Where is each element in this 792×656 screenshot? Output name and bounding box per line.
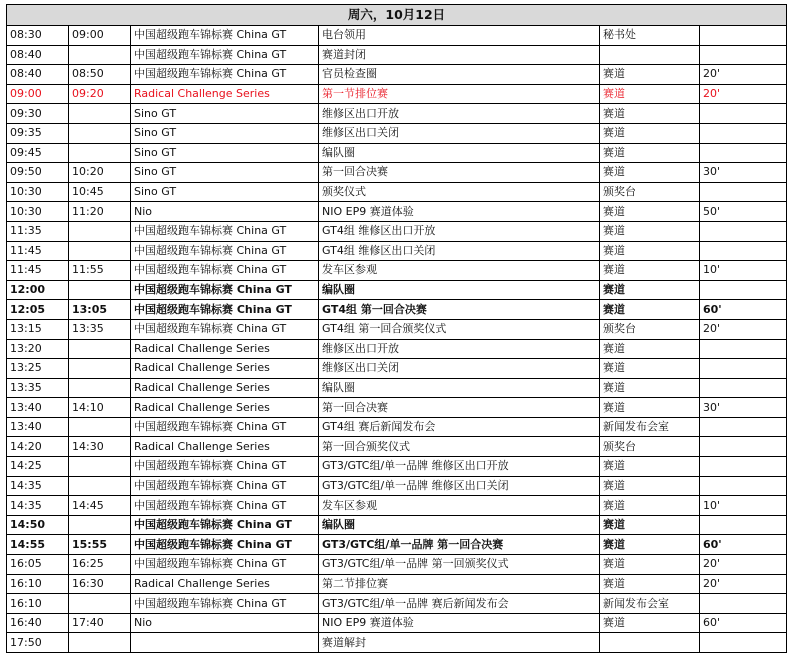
start-time-cell: 16:10 xyxy=(7,594,69,614)
schedule-row xyxy=(7,241,787,261)
event-cell: 赛道封闭 xyxy=(319,45,600,65)
duration-cell xyxy=(700,378,787,398)
duration-cell xyxy=(700,241,787,261)
end-time-cell: 11:20 xyxy=(69,202,131,222)
duration-cell xyxy=(700,182,787,202)
schedule-row xyxy=(7,515,787,535)
series-cell: Radical Challenge Series xyxy=(131,339,319,359)
start-time-cell: 13:40 xyxy=(7,398,69,418)
series-cell: Radical Challenge Series xyxy=(131,359,319,379)
series-cell: Radical Challenge Series xyxy=(131,84,319,104)
series-cell: 中国超级跑车锦标赛 China GT xyxy=(131,515,319,535)
end-time-cell xyxy=(69,633,131,653)
end-time-cell: 13:05 xyxy=(69,300,131,320)
schedule-row xyxy=(7,221,787,241)
event-cell: 发车区参观 xyxy=(319,496,600,516)
duration-cell: 60' xyxy=(700,300,787,320)
event-cell: GT3/GTC组/单一品牌 第一回合决赛 xyxy=(319,535,600,555)
series-cell xyxy=(131,633,319,653)
duration-cell xyxy=(700,45,787,65)
series-cell: Sino GT xyxy=(131,163,319,183)
end-time-cell xyxy=(69,476,131,496)
start-time-cell: 14:50 xyxy=(7,515,69,535)
schedule-row xyxy=(7,437,787,457)
end-time-cell: 11:55 xyxy=(69,261,131,281)
start-time-cell: 10:30 xyxy=(7,202,69,222)
duration-cell: 20' xyxy=(700,65,787,85)
start-time-cell: 09:00 xyxy=(7,84,69,104)
start-time-cell: 13:40 xyxy=(7,417,69,437)
start-time-cell: 08:30 xyxy=(7,26,69,46)
start-time-cell: 09:45 xyxy=(7,143,69,163)
event-cell: GT4组 第一回合决赛 xyxy=(319,300,600,320)
location-cell: 赛道 xyxy=(600,398,700,418)
event-cell: GT4组 维修区出口开放 xyxy=(319,221,600,241)
duration-cell xyxy=(700,359,787,379)
end-time-cell xyxy=(69,417,131,437)
start-time-cell: 11:35 xyxy=(7,221,69,241)
location-cell: 颁奖台 xyxy=(600,182,700,202)
start-time-cell: 09:50 xyxy=(7,163,69,183)
series-cell: 中国超级跑车锦标赛 China GT xyxy=(131,555,319,575)
end-time-cell: 09:20 xyxy=(69,84,131,104)
duration-cell xyxy=(700,221,787,241)
event-cell: GT4组 赛后新闻发布会 xyxy=(319,417,600,437)
location-cell: 赛道 xyxy=(600,261,700,281)
event-cell: GT3/GTC组/单一品牌 赛后新闻发布会 xyxy=(319,594,600,614)
end-time-cell: 14:10 xyxy=(69,398,131,418)
event-cell: 赛道解封 xyxy=(319,633,600,653)
duration-cell: 20' xyxy=(700,319,787,339)
series-cell: 中国超级跑车锦标赛 China GT xyxy=(131,261,319,281)
start-time-cell: 12:05 xyxy=(7,300,69,320)
schedule-row xyxy=(7,633,787,653)
duration-cell xyxy=(700,104,787,124)
duration-cell xyxy=(700,633,787,653)
location-cell: 秘书处 xyxy=(600,26,700,46)
event-cell: 第一节排位赛 xyxy=(319,84,600,104)
series-cell: 中国超级跑车锦标赛 China GT xyxy=(131,476,319,496)
schedule-row xyxy=(7,45,787,65)
location-cell: 赛道 xyxy=(600,496,700,516)
duration-cell xyxy=(700,594,787,614)
duration-cell xyxy=(700,26,787,46)
series-cell: Radical Challenge Series xyxy=(131,574,319,594)
start-time-cell: 13:25 xyxy=(7,359,69,379)
series-cell: 中国超级跑车锦标赛 China GT xyxy=(131,65,319,85)
end-time-cell xyxy=(69,378,131,398)
duration-cell xyxy=(700,457,787,477)
series-cell: Radical Challenge Series xyxy=(131,437,319,457)
series-cell: 中国超级跑车锦标赛 China GT xyxy=(131,496,319,516)
event-cell: 第一回合颁奖仪式 xyxy=(319,437,600,457)
series-cell: 中国超级跑车锦标赛 China GT xyxy=(131,594,319,614)
series-cell: Sino GT xyxy=(131,104,319,124)
event-cell: 维修区出口开放 xyxy=(319,339,600,359)
duration-cell: 30' xyxy=(700,163,787,183)
event-cell: 维修区出口开放 xyxy=(319,104,600,124)
location-cell: 赛道 xyxy=(600,515,700,535)
end-time-cell: 14:30 xyxy=(69,437,131,457)
duration-cell xyxy=(700,417,787,437)
location-cell: 颁奖台 xyxy=(600,319,700,339)
location-cell: 颁奖台 xyxy=(600,437,700,457)
schedule-row xyxy=(7,104,787,124)
start-time-cell: 16:40 xyxy=(7,613,69,633)
location-cell: 赛道 xyxy=(600,241,700,261)
duration-cell: 20' xyxy=(700,555,787,575)
schedule-row xyxy=(7,319,787,339)
end-time-cell xyxy=(69,515,131,535)
duration-cell: 10' xyxy=(700,261,787,281)
start-time-cell: 14:20 xyxy=(7,437,69,457)
schedule-row xyxy=(7,594,787,614)
end-time-cell: 16:30 xyxy=(69,574,131,594)
event-cell: 发车区参观 xyxy=(319,261,600,281)
event-cell: 维修区出口关闭 xyxy=(319,123,600,143)
start-time-cell: 11:45 xyxy=(7,241,69,261)
location-cell xyxy=(600,633,700,653)
schedule-rows xyxy=(7,26,787,653)
location-cell: 赛道 xyxy=(600,221,700,241)
schedule-row xyxy=(7,339,787,359)
end-time-cell: 16:25 xyxy=(69,555,131,575)
location-cell: 赛道 xyxy=(600,555,700,575)
schedule-row xyxy=(7,143,787,163)
series-cell: Sino GT xyxy=(131,143,319,163)
end-time-cell: 10:45 xyxy=(69,182,131,202)
schedule-table xyxy=(6,4,787,653)
series-cell: 中国超级跑车锦标赛 China GT xyxy=(131,45,319,65)
event-cell: GT3/GTC组/单一品牌 维修区出口关闭 xyxy=(319,476,600,496)
schedule-row xyxy=(7,574,787,594)
schedule-row xyxy=(7,378,787,398)
series-cell: 中国超级跑车锦标赛 China GT xyxy=(131,535,319,555)
location-cell: 赛道 xyxy=(600,84,700,104)
start-time-cell: 13:35 xyxy=(7,378,69,398)
end-time-cell xyxy=(69,280,131,300)
start-time-cell: 16:10 xyxy=(7,574,69,594)
start-time-cell: 11:45 xyxy=(7,261,69,281)
event-cell: 颁奖仪式 xyxy=(319,182,600,202)
location-cell: 赛道 xyxy=(600,300,700,320)
schedule-row xyxy=(7,65,787,85)
event-cell: NIO EP9 赛道体验 xyxy=(319,202,600,222)
duration-cell xyxy=(700,515,787,535)
start-time-cell: 17:50 xyxy=(7,633,69,653)
end-time-cell: 15:55 xyxy=(69,535,131,555)
duration-cell: 20' xyxy=(700,574,787,594)
location-cell: 赛道 xyxy=(600,359,700,379)
duration-cell: 60' xyxy=(700,613,787,633)
duration-cell: 30' xyxy=(700,398,787,418)
end-time-cell xyxy=(69,45,131,65)
location-cell: 赛道 xyxy=(600,143,700,163)
location-cell: 赛道 xyxy=(600,280,700,300)
duration-cell xyxy=(700,280,787,300)
schedule-row xyxy=(7,182,787,202)
series-cell: 中国超级跑车锦标赛 China GT xyxy=(131,300,319,320)
location-cell: 赛道 xyxy=(600,378,700,398)
duration-cell: 10' xyxy=(700,496,787,516)
event-cell: GT3/GTC组/单一品牌 维修区出口开放 xyxy=(319,457,600,477)
duration-cell xyxy=(700,437,787,457)
schedule-row xyxy=(7,300,787,320)
duration-cell: 50' xyxy=(700,202,787,222)
location-cell: 赛道 xyxy=(600,65,700,85)
event-cell: 编队圈 xyxy=(319,143,600,163)
series-cell: Sino GT xyxy=(131,123,319,143)
end-time-cell: 13:35 xyxy=(69,319,131,339)
schedule-row xyxy=(7,555,787,575)
schedule-row xyxy=(7,163,787,183)
start-time-cell: 14:25 xyxy=(7,457,69,477)
start-time-cell: 14:55 xyxy=(7,535,69,555)
location-cell xyxy=(600,45,700,65)
series-cell: Nio xyxy=(131,202,319,222)
end-time-cell: 17:40 xyxy=(69,613,131,633)
start-time-cell: 13:20 xyxy=(7,339,69,359)
series-cell: 中国超级跑车锦标赛 China GT xyxy=(131,417,319,437)
schedule-row xyxy=(7,84,787,104)
event-cell: GT4组 维修区出口关闭 xyxy=(319,241,600,261)
end-time-cell xyxy=(69,104,131,124)
duration-cell xyxy=(700,339,787,359)
start-time-cell: 09:35 xyxy=(7,123,69,143)
series-cell: 中国超级跑车锦标赛 China GT xyxy=(131,241,319,261)
event-cell: 第一回合决赛 xyxy=(319,163,600,183)
location-cell: 新闻发布会室 xyxy=(600,594,700,614)
start-time-cell: 12:00 xyxy=(7,280,69,300)
end-time-cell xyxy=(69,457,131,477)
location-cell: 赛道 xyxy=(600,476,700,496)
schedule-row xyxy=(7,535,787,555)
series-cell: 中国超级跑车锦标赛 China GT xyxy=(131,319,319,339)
start-time-cell: 09:30 xyxy=(7,104,69,124)
start-time-cell: 08:40 xyxy=(7,45,69,65)
series-cell: 中国超级跑车锦标赛 China GT xyxy=(131,457,319,477)
end-time-cell xyxy=(69,594,131,614)
end-time-cell: 09:00 xyxy=(69,26,131,46)
end-time-cell xyxy=(69,339,131,359)
duration-cell: 20' xyxy=(700,84,787,104)
schedule-sheet xyxy=(6,4,786,653)
schedule-row xyxy=(7,280,787,300)
end-time-cell xyxy=(69,123,131,143)
series-cell: Radical Challenge Series xyxy=(131,378,319,398)
schedule-row xyxy=(7,496,787,516)
location-cell: 赛道 xyxy=(600,339,700,359)
schedule-row xyxy=(7,359,787,379)
schedule-row xyxy=(7,261,787,281)
event-cell: GT3/GTC组/单一品牌 第一回颁奖仪式 xyxy=(319,555,600,575)
location-cell: 新闻发布会室 xyxy=(600,417,700,437)
event-cell: 维修区出口关闭 xyxy=(319,359,600,379)
location-cell: 赛道 xyxy=(600,163,700,183)
schedule-row xyxy=(7,123,787,143)
end-time-cell xyxy=(69,221,131,241)
schedule-row xyxy=(7,26,787,46)
event-cell: 第一回合决赛 xyxy=(319,398,600,418)
duration-cell: 60' xyxy=(700,535,787,555)
event-cell: 编队圈 xyxy=(319,378,600,398)
location-cell: 赛道 xyxy=(600,613,700,633)
event-cell: 电台领用 xyxy=(319,26,600,46)
start-time-cell: 14:35 xyxy=(7,476,69,496)
start-time-cell: 13:15 xyxy=(7,319,69,339)
start-time-cell: 10:30 xyxy=(7,182,69,202)
end-time-cell: 10:20 xyxy=(69,163,131,183)
event-cell: 第二节排位赛 xyxy=(319,574,600,594)
end-time-cell xyxy=(69,241,131,261)
series-cell: Nio xyxy=(131,613,319,633)
start-time-cell: 16:05 xyxy=(7,555,69,575)
event-cell: NIO EP9 赛道体验 xyxy=(319,613,600,633)
event-cell: 官员检查圈 xyxy=(319,65,600,85)
location-cell: 赛道 xyxy=(600,123,700,143)
series-cell: 中国超级跑车锦标赛 China GT xyxy=(131,26,319,46)
schedule-row xyxy=(7,613,787,633)
event-cell: 编队圈 xyxy=(319,280,600,300)
schedule-row xyxy=(7,476,787,496)
schedule-row xyxy=(7,398,787,418)
end-time-cell xyxy=(69,359,131,379)
event-cell: GT4组 第一回合颁奖仪式 xyxy=(319,319,600,339)
schedule-row xyxy=(7,457,787,477)
series-cell: 中国超级跑车锦标赛 China GT xyxy=(131,221,319,241)
duration-cell xyxy=(700,143,787,163)
location-cell: 赛道 xyxy=(600,457,700,477)
duration-cell xyxy=(700,476,787,496)
end-time-cell xyxy=(69,143,131,163)
end-time-cell: 08:50 xyxy=(69,65,131,85)
duration-cell xyxy=(700,123,787,143)
schedule-row xyxy=(7,202,787,222)
series-cell: Sino GT xyxy=(131,182,319,202)
end-time-cell: 14:45 xyxy=(69,496,131,516)
series-cell: 中国超级跑车锦标赛 China GT xyxy=(131,280,319,300)
series-cell: Radical Challenge Series xyxy=(131,398,319,418)
location-cell: 赛道 xyxy=(600,535,700,555)
start-time-cell: 08:40 xyxy=(7,65,69,85)
start-time-cell: 14:35 xyxy=(7,496,69,516)
location-cell: 赛道 xyxy=(600,202,700,222)
location-cell: 赛道 xyxy=(600,104,700,124)
schedule-row xyxy=(7,417,787,437)
event-cell: 编队圈 xyxy=(319,515,600,535)
location-cell: 赛道 xyxy=(600,574,700,594)
schedule-title: 周六，10月12日 xyxy=(7,5,787,26)
